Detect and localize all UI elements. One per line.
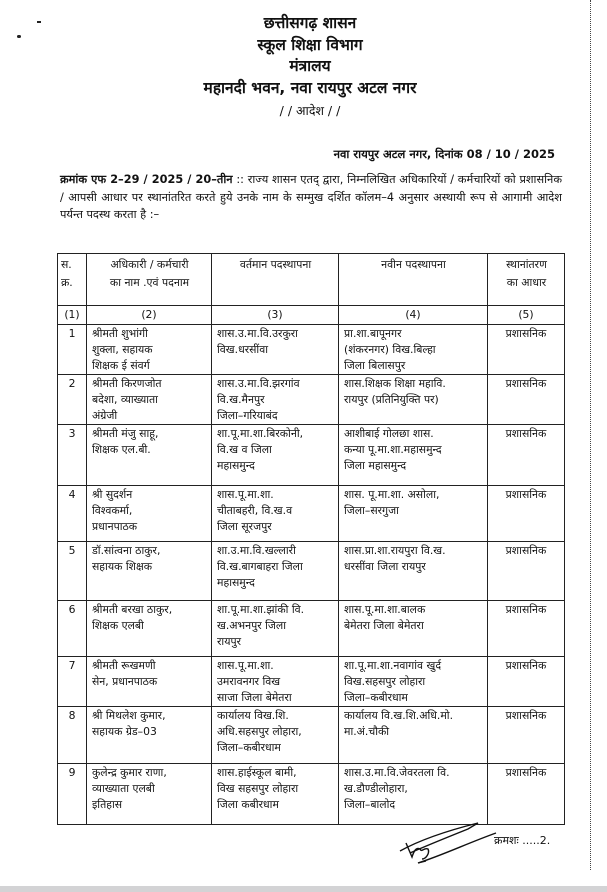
table-row — [58, 657, 565, 707]
current-posting-line: शास.पू.मा.शा. — [217, 659, 274, 672]
current-posting — [212, 375, 339, 425]
viewer-bottom-bar — [0, 886, 607, 892]
current-posting — [212, 657, 339, 707]
new-posting — [339, 601, 488, 657]
employee-name-designation-line: श्रीमती रूखमणी — [92, 659, 156, 672]
new-posting-line: जिला महासमुन्द — [344, 459, 407, 472]
new-posting-line: कार्यालय वि.ख.शि.अधि.मो. — [344, 709, 454, 722]
employee-name-designation-line: अंग्रेजी — [92, 409, 118, 422]
employee-name-designation — [87, 542, 212, 601]
employee-name-designation-line: कुलेन्द्र कुमार राणा, — [92, 766, 167, 779]
current-posting-line: अधि.सहसपुर लोहारा, — [217, 725, 302, 738]
new-posting-line: आशीबाई गोलछा शास. — [344, 427, 434, 440]
serial-number: 5 — [58, 542, 87, 601]
table-row — [58, 764, 565, 825]
current-posting-line: चीताबहरी, वि.ख.व — [217, 504, 293, 517]
current-posting-line: विख.धरसींवा — [217, 343, 269, 356]
new-posting-line: जिला–कबीरधाम — [344, 691, 408, 704]
current-posting-line: महासमुन्द — [217, 576, 255, 589]
table-row — [58, 542, 565, 601]
employee-name-designation — [87, 657, 212, 707]
page-edge-line — [590, 0, 591, 870]
table-row — [58, 486, 565, 542]
signature — [398, 817, 508, 869]
current-posting — [212, 542, 339, 601]
new-posting-line: धरसींवा जिला रायपुर — [344, 560, 426, 573]
transfer-basis: प्रशासनिक — [488, 375, 565, 425]
employee-name-designation-line: इतिहास — [92, 798, 123, 811]
header-serial — [58, 254, 87, 306]
table-row — [58, 425, 565, 486]
table-row — [58, 707, 565, 764]
transfer-basis: प्रशासनिक — [488, 486, 565, 542]
employee-name-designation-line: शिक्षक ई संवर्ग — [92, 359, 150, 372]
serial-number: 3 — [58, 425, 87, 486]
new-posting-line: ख.डौण्डीलोहारा, — [344, 782, 408, 795]
order-paragraph — [60, 171, 562, 224]
serial-number: 8 — [58, 707, 87, 764]
current-posting-line: उमरावनगर विख — [217, 675, 281, 688]
serial-number: 1 — [58, 325, 87, 375]
transfer-basis: प्रशासनिक — [488, 325, 565, 375]
new-posting-line: शास. पू.मा.शा. असोला, — [344, 488, 440, 501]
order-reference-number: क्रमांक एफ 2–29 / 2025 / 20–तीन — [60, 173, 233, 186]
current-posting — [212, 707, 339, 764]
serial-number: 7 — [58, 657, 87, 707]
new-posting-line: शास.पू.मा.शा.बालक — [344, 603, 426, 616]
new-posting — [339, 542, 488, 601]
current-posting-line: शा.पू.मा.शा.झांकी वि. — [217, 603, 305, 616]
transfer-basis: प्रशासनिक — [488, 542, 565, 601]
letterhead — [150, 13, 470, 122]
current-posting-line: ख.अभनपुर जिला — [217, 619, 286, 632]
ministry-label: मंत्रालय — [289, 57, 331, 75]
current-posting-line: जिला सूरजपुर — [217, 520, 272, 533]
transfer-basis: प्रशासनिक — [488, 601, 565, 657]
current-posting-line: साजा जिला बेमेतरा — [217, 691, 292, 704]
employee-name-designation — [87, 601, 212, 657]
current-posting-line: शास.पू.मा.शा. — [217, 488, 274, 501]
column-number: (3) — [212, 306, 339, 325]
employee-name-designation-line: श्रीमती शुभांगी — [92, 327, 148, 340]
transfer-table — [57, 253, 565, 825]
order-body-text: :: राज्य शासन एतद् द्वारा, निम्नलिखित अधिकारियों / कर्मचारियों को प्रशासनिक / आपसी आधार पर स्थानांतरित करते हुये उनके नाम के सम्मुख दर्शित कॉलम–4 अनुसार अस्थायी रूप से आगामी आदेश पर्यन्त पदस्थ करता है :– — [60, 173, 562, 221]
employee-name-designation-line: सहायक शिक्षक — [92, 560, 152, 573]
employee-name-designation — [87, 486, 212, 542]
transfer-basis: प्रशासनिक — [488, 707, 565, 764]
employee-name-designation-line: सेन, प्रधानपाठक — [92, 675, 158, 688]
header-text: वर्तमान पदस्थापना — [239, 258, 312, 271]
header-text: स. — [61, 258, 72, 271]
new-posting-line: रायपुर (प्रतिनियुक्ति पर) — [344, 393, 439, 406]
new-posting — [339, 375, 488, 425]
signature-stroke — [400, 823, 478, 853]
header-current-posting — [212, 254, 339, 306]
employee-name-designation-line: डॉ.सांत्वना ठाकुर, — [92, 544, 161, 557]
employee-name-designation-line: शिक्षक एल.बी. — [92, 443, 151, 456]
new-posting-line: शास.उ.मा.वि.जेवरतला वि. — [344, 766, 450, 779]
column-number-row — [58, 306, 565, 325]
current-posting — [212, 764, 339, 825]
column-number: (4) — [339, 306, 488, 325]
new-posting-line: शास.शिक्षक शिक्षा महावि. — [344, 377, 446, 390]
new-posting-line: शास.प्रा.शा.रायपुरा वि.ख. — [344, 544, 446, 557]
employee-name-designation — [87, 707, 212, 764]
serial-number: 9 — [58, 764, 87, 825]
new-posting-line: जिला–सरगुजा — [344, 504, 399, 517]
header-text: नवीन पदस्थापना — [381, 258, 446, 271]
new-posting-line: कन्या पू.मा.शा.महासमुन्द — [344, 443, 442, 456]
employee-name-designation-line: श्री सुदर्शन — [92, 488, 133, 501]
current-posting — [212, 325, 339, 375]
employee-name-designation-line: सहायक ग्रेड–03 — [92, 725, 157, 738]
new-posting — [339, 486, 488, 542]
column-number: (2) — [87, 306, 212, 325]
office-address: महानदी भवन, नवा रायपुर अटल नगर — [203, 78, 417, 97]
new-posting — [339, 657, 488, 707]
scan-speck — [37, 21, 41, 23]
new-posting-line: प्रा.शा.बापूनगर — [344, 327, 402, 340]
header-text: अधिकारी / कर्मचारी — [110, 258, 189, 271]
serial-number: 2 — [58, 375, 87, 425]
scan-speck — [17, 35, 21, 38]
new-posting — [339, 764, 488, 825]
new-posting-line: (शंकरनगर) विख.बिल्हा — [344, 343, 436, 356]
current-posting — [212, 486, 339, 542]
current-posting-line: शा.पू.मा.शा.बिरकोनी, — [217, 427, 304, 440]
current-posting-line: महासमुन्द — [217, 459, 255, 472]
employee-name-designation — [87, 325, 212, 375]
government-name: छत्तीसगढ़ शासन — [263, 14, 357, 32]
header-text: का नाम .एवं पदनाम — [109, 276, 190, 289]
header-text: स्थानांतरण — [506, 258, 547, 271]
current-posting-line: शा.उ.मा.वि.खल्लारी — [217, 544, 296, 557]
employee-name-designation-line: शिक्षक एलबी — [92, 619, 144, 632]
transfer-basis: प्रशासनिक — [488, 764, 565, 825]
table-row — [58, 601, 565, 657]
employee-name-designation-line: प्रधानपाठक — [92, 520, 138, 533]
place-and-date: नवा रायपुर अटल नगर, दिनांक 08 / 10 / 2025 — [333, 147, 555, 161]
current-posting-line: शास.उ.मा.वि.उरकुरा — [217, 327, 298, 340]
employee-name-designation-line: श्रीमती मंजु साहू, — [92, 427, 159, 440]
transfer-basis: प्रशासनिक — [488, 425, 565, 486]
department-name: स्कूल शिक्षा विभाग — [257, 35, 363, 54]
header-text: का आधार — [506, 276, 547, 289]
column-number: (5) — [488, 306, 565, 325]
continued-note: क्रमशः .....2. — [494, 834, 551, 847]
new-posting — [339, 707, 488, 764]
employee-name-designation-line: व्याख्याता एलबी — [92, 782, 155, 795]
new-posting-line: बेमेतरा जिला बेमेतरा — [344, 619, 424, 632]
current-posting-line: शास.उ.मा.वि.झरगांव — [217, 377, 300, 390]
new-posting-line: जिला बिलासपुर — [344, 359, 406, 372]
new-posting-line: विख.सहसपुर लोहारा — [344, 675, 426, 688]
column-number: (1) — [58, 306, 87, 325]
signature-stroke — [418, 861, 426, 863]
current-posting-line: कार्यालय विख.शि. — [217, 709, 289, 722]
employee-name-designation-line: श्रीमती किरणजोत — [92, 377, 162, 390]
current-posting-line: वि.ख.मैनपुर — [217, 393, 265, 406]
current-posting-line: शास.हाईस्कूल बामी, — [217, 766, 297, 779]
employee-name-designation-line: श्री मिथलेश कुमार, — [92, 709, 166, 722]
current-posting-line: रायपुर — [217, 635, 242, 648]
new-posting-line: मा.अं.चौकी — [344, 725, 390, 738]
serial-number: 6 — [58, 601, 87, 657]
employee-name-designation-line: बदेशा, व्याख्याता — [92, 393, 158, 406]
table-row — [58, 375, 565, 425]
current-posting-line: जिला–गरियाबंद — [217, 409, 278, 422]
employee-name-designation — [87, 764, 212, 825]
header-text: क्र. — [61, 276, 73, 289]
employee-name-designation-line: श्रीमती बरखा ठाकुर, — [92, 603, 173, 616]
current-posting-line: जिला–कबीरधाम — [217, 741, 281, 754]
header-name-designation — [87, 254, 212, 306]
new-posting-line: जिला–बालोद — [344, 798, 396, 811]
current-posting — [212, 425, 339, 486]
transfer-basis: प्रशासनिक — [488, 657, 565, 707]
table-header-row — [58, 254, 565, 306]
new-posting-line: शा.पू.मा.शा.नवागांव खुर्द — [344, 659, 442, 672]
current-posting — [212, 601, 339, 657]
current-posting-line: विख सहसपुर लोहारा — [217, 782, 299, 795]
employee-name-designation — [87, 375, 212, 425]
header-new-posting — [339, 254, 488, 306]
new-posting — [339, 425, 488, 486]
employee-name-designation-line: शुक्ला, सहायक — [92, 343, 153, 356]
employee-name-designation — [87, 425, 212, 486]
header-transfer-basis — [488, 254, 565, 306]
current-posting-line: वि.ख.बागबाहरा जिला — [217, 560, 303, 573]
current-posting-line: जिला कबीरधाम — [217, 798, 279, 811]
table-row — [58, 325, 565, 375]
new-posting — [339, 325, 488, 375]
serial-number: 4 — [58, 486, 87, 542]
current-posting-line: वि.ख व जिला — [217, 443, 272, 456]
order-title: / / आदेश / / — [279, 103, 341, 118]
employee-name-designation-line: विश्वकर्मा, — [92, 504, 133, 517]
